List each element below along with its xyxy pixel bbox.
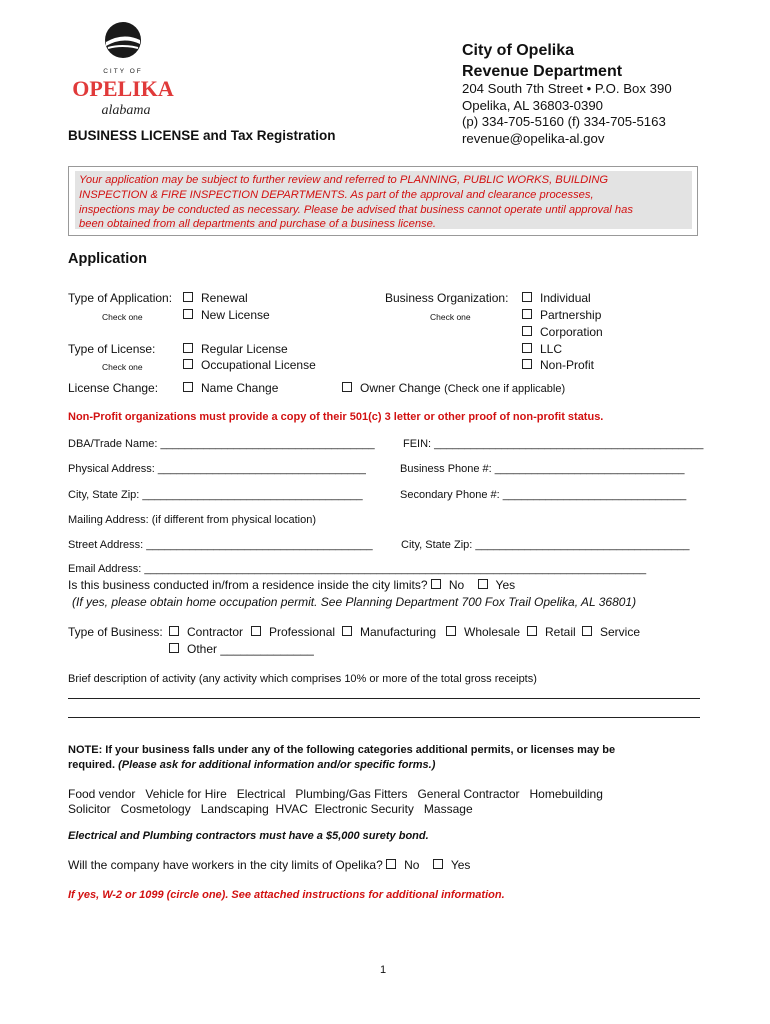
logo-city-of: CITY OF [103,68,143,75]
workers-no-checkbox[interactable] [386,859,396,869]
owner-change-checkbox[interactable] [342,382,352,392]
permits-note: NOTE: If your business falls under any of the following categories additional permits, or licenses may be [68,744,616,756]
renewal-option[interactable]: Renewal [183,291,248,305]
check-one-hint: Check one [102,312,143,322]
regular-license-option[interactable]: Regular License [183,342,288,356]
owner-change-note: (Check one if applicable) [444,383,566,395]
type-of-license-label: Type of License: [68,342,156,356]
workers-followup-note: If yes, W-2 or 1099 (circle one). See attached instructions for additional information. [68,889,505,901]
org-address: 204 South 7th Street • P.O. Box 390 [462,81,672,96]
business-type-contractor[interactable]: Contractor [169,625,243,639]
new-license-checkbox[interactable] [183,309,193,319]
name-change-checkbox[interactable] [183,382,193,392]
residence-question: Is this business conducted in/from a residence inside the city limits? No Yes [68,578,516,592]
street-address-field[interactable]: Street Address: _____________________________________ [68,539,373,551]
secondary-phone-field[interactable]: Secondary Phone #: ______________________________ [400,489,687,501]
surety-bond-note: Electrical and Plumbing contractors must have a $5,000 surety bond. [68,830,429,842]
business-type-professional[interactable]: Professional [251,625,335,639]
owner-change-option[interactable]: Owner Change (Check one if applicable) [342,381,565,395]
mailing-address-label: Mailing Address: (if different from physical location) [68,514,317,526]
email-address-field[interactable]: Email Address: __________________________________________________________________________________ [68,563,647,575]
business-type-manufacturing[interactable]: Manufacturing [342,625,436,639]
review-notice-box [68,166,698,236]
org-option-llc[interactable]: LLC [522,342,562,356]
residence-yes-checkbox[interactable] [478,579,488,589]
mailing-city-state-zip-field[interactable]: City, State Zip: ___________________________________ [401,539,690,551]
org-option-partnership[interactable]: Partnership [522,308,601,322]
org-option-corporation[interactable]: Corporation [522,325,603,339]
retail-checkbox[interactable] [527,626,537,636]
business-type-retail[interactable]: Retail [527,625,576,639]
nonprofit-checkbox[interactable] [522,359,532,369]
activity-description-label: Brief description of activity (any activity which comprises 10% or more of the total gross receipts) [68,673,537,685]
business-type-other[interactable]: Other ______________ [169,642,314,656]
org-city: Opelika, AL 36803-0390 [462,97,604,113]
renewal-checkbox[interactable] [183,292,193,302]
fein-field[interactable]: FEIN: ____________________________________________ [403,438,704,450]
business-type-wholesale[interactable]: Wholesale [446,625,520,639]
type-of-business-label: Type of Business: [68,625,163,639]
description-line[interactable] [68,717,700,718]
form-title: BUSINESS LICENSE and Tax Registration [68,128,336,143]
notice-line: INSPECTION & FIRE INSPECTION DEPARTMENTS. As part of the approval and clearance processes, [79,188,594,201]
nonprofit-notice: Non-Profit organizations must provide a copy of their 501(c) 3 letter or other proof of non-profit status. [68,411,604,423]
page-number: 1 [380,964,387,976]
new-license-option[interactable]: New License [183,308,270,322]
opelika-seal-icon [66,18,186,126]
dba-field[interactable]: DBA/Trade Name: ___________________________________ [68,438,375,450]
org-option-individual[interactable]: Individual [522,291,591,305]
individual-checkbox[interactable] [522,292,532,302]
categories-line-2: Solicitor Cosmetology Landscaping HVAC Electronic Security Massage [68,802,473,816]
professional-checkbox[interactable] [251,626,261,636]
org-name [462,40,622,82]
business-type-service[interactable]: Service [582,625,640,639]
application-heading: Application [68,251,147,267]
org-line-2: Revenue Department [462,63,623,80]
notice-line: inspections may be conducted as necessary. Please be advised that business cannot operate until approval has [79,203,633,216]
residence-no-checkbox[interactable] [431,579,441,589]
review-notice-background [75,171,692,229]
business-organization-label: Business Organization: [385,291,509,305]
home-occupation-note: (If yes, please obtain home occupation permit. See Planning Department 700 Fox Trail Opelika, AL 36801) [72,595,637,609]
check-one-hint: Check one [430,312,471,322]
org-contact [462,81,672,147]
notice-line: been obtained from all departments and purchase of a business license. [79,218,436,231]
contractor-checkbox[interactable] [169,626,179,636]
logo-name: OPELIKA [72,76,174,101]
partnership-checkbox[interactable] [522,309,532,319]
workers-yes-checkbox[interactable] [433,859,443,869]
other-checkbox[interactable] [169,643,179,653]
org-line-1: City of Opelika [462,42,575,59]
occupational-license-checkbox[interactable] [183,359,193,369]
occupational-license-option[interactable]: Occupational License [183,358,316,372]
org-phones: (p) 334-705-5160 (f) 334-705-5163 [462,114,666,129]
org-option-nonprofit[interactable]: Non-Profit [522,358,594,372]
review-notice-text [75,171,692,232]
permits-note-line2: required. (Please ask for additional information and/or specific forms.) [68,759,436,771]
categories-line-1: Food vendor Vehicle for Hire Electrical Plumbing/Gas Fitters General Contractor Homebuilding [68,787,603,801]
manufacturing-checkbox[interactable] [342,626,352,636]
llc-checkbox[interactable] [522,343,532,353]
service-checkbox[interactable] [582,626,592,636]
corporation-checkbox[interactable] [522,326,532,336]
physical-address-field[interactable]: Physical Address: __________________________________ [68,463,366,475]
notice-line: Your application may be subject to further review and referred to PLANNING, PUBLIC WORKS, BUILDING [79,174,609,186]
logo-state: alabama [101,103,151,118]
name-change-option[interactable]: Name Change [183,381,278,395]
regular-license-checkbox[interactable] [183,343,193,353]
note-prefix: NOTE [68,744,99,756]
check-one-hint: Check one [102,362,143,372]
type-of-application-label: Type of Application: [68,291,173,305]
city-state-zip-field[interactable]: City, State Zip: ____________________________________ [68,489,363,501]
workers-question: Will the company have workers in the city limits of Opelika? No Yes [68,858,471,872]
org-email[interactable]: revenue@opelika-al.gov [462,130,605,146]
description-line[interactable] [68,698,700,699]
wholesale-checkbox[interactable] [446,626,456,636]
business-phone-field[interactable]: Business Phone #: _______________________________ [400,463,685,475]
license-change-label: License Change: [68,381,159,395]
city-logo [66,18,186,126]
